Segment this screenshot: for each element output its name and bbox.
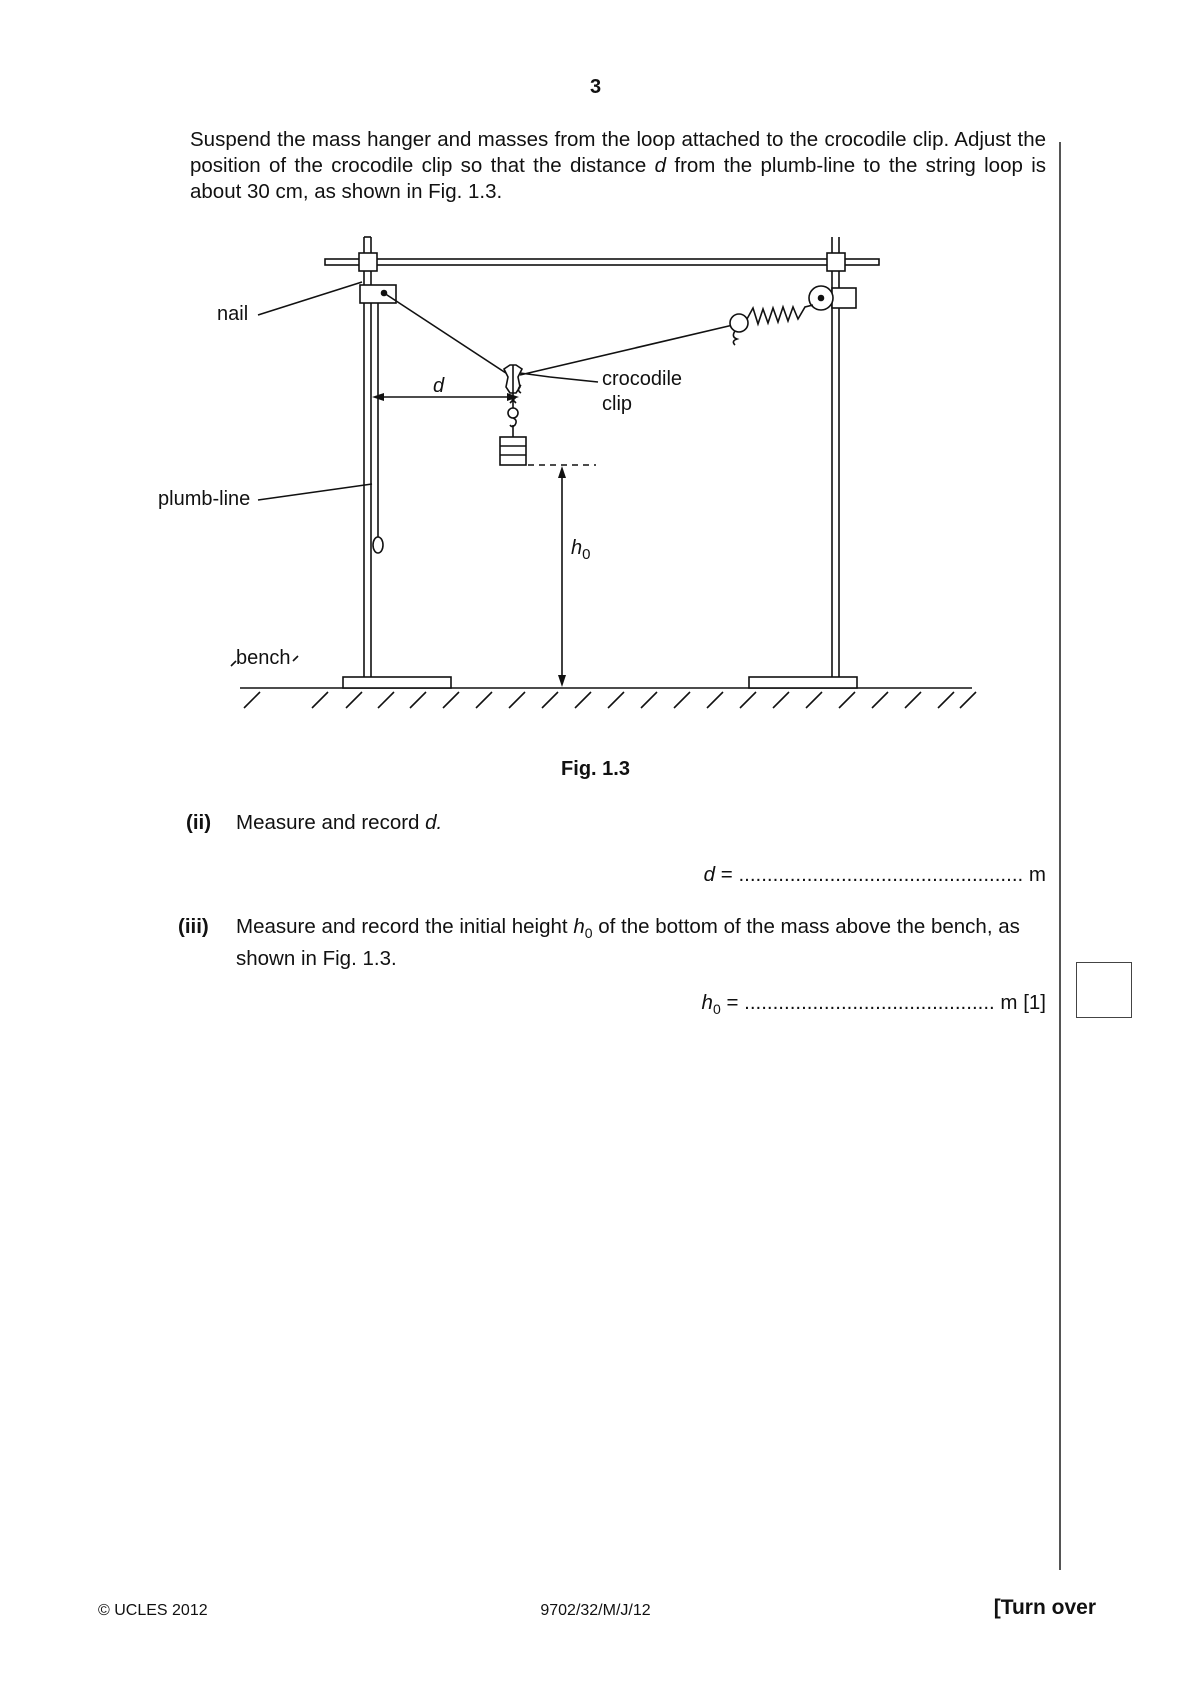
examiner-mark-box[interactable] [1076,962,1132,1018]
question-ii [0,810,1191,900]
label-clip: clip [602,393,633,415]
label-h-sub: 0 [582,546,591,563]
question-iii-var: h [573,915,585,938]
footer-turn-over: [Turn over [993,1596,1096,1619]
nail-leader [258,282,362,315]
label-bench: bench [236,647,291,669]
intro-text-2: from the plumb-line to the string loop is about 30 cm, as shown in Fig. 1.3. [190,154,1046,203]
footer-paper-code: 9702/32/M/J/12 [540,1602,651,1619]
question-iii-text: Measure and record the initial height $h_0$ of the bottom of the mass above the bench, as shown in Fig. 1.3. [236,915,1020,971]
page-number: 3 [589,76,602,98]
spring-hook [730,314,748,332]
right-clamp [832,288,856,308]
spring [747,305,813,324]
figure-caption: Fig. 1.3 [561,758,630,780]
crocodile-leader [520,373,550,377]
question-iii [0,914,1191,1024]
answer-h0-field[interactable]: ............................................ [744,991,995,1014]
label-h0 [571,537,590,563]
left-boss [359,253,377,271]
top-bar [325,259,879,265]
margin-rule [1059,142,1061,1570]
footer-copyright: © UCLES 2012 [98,1602,208,1619]
intro-text-1: Suspend the mass hanger and masses from the loop attached to the crocodile clip. Adjust the position of the crocodile clip so that the distance [190,128,1046,177]
answer-h0-var: h [701,991,713,1014]
intro-paragraph [190,127,1046,205]
bench-hatching [244,692,976,708]
answer-d-field[interactable]: .................................................. [738,863,1024,886]
string-left [384,293,512,377]
question-iii-number: (iii) [178,915,209,938]
answer-line-h0: $h_0$ = ............................................ m [1] [701,991,1046,1018]
right-stand-base [749,677,857,688]
mass [500,437,526,465]
label-d: d [433,375,445,397]
nail-block [360,285,396,303]
question-ii-text: Measure and record d. [236,811,443,834]
figure-1-3 [150,225,1050,745]
question-ii-number: (ii) [186,811,212,834]
label-h: h [571,537,583,559]
question-ii-var: d. [425,811,443,834]
intro-var-d: d [654,154,667,177]
answer-d-var: d [703,863,716,886]
left-stand-base [343,677,451,688]
answer-line-d: d = .................................................. m [703,863,1046,886]
right-boss [827,253,845,271]
label-nail: nail [217,303,249,325]
label-crocodile: crocodile [602,368,683,390]
plumb-bob [373,537,383,553]
plumb-line-leader [258,484,372,500]
label-plumb-line: plumb-line [158,488,251,510]
